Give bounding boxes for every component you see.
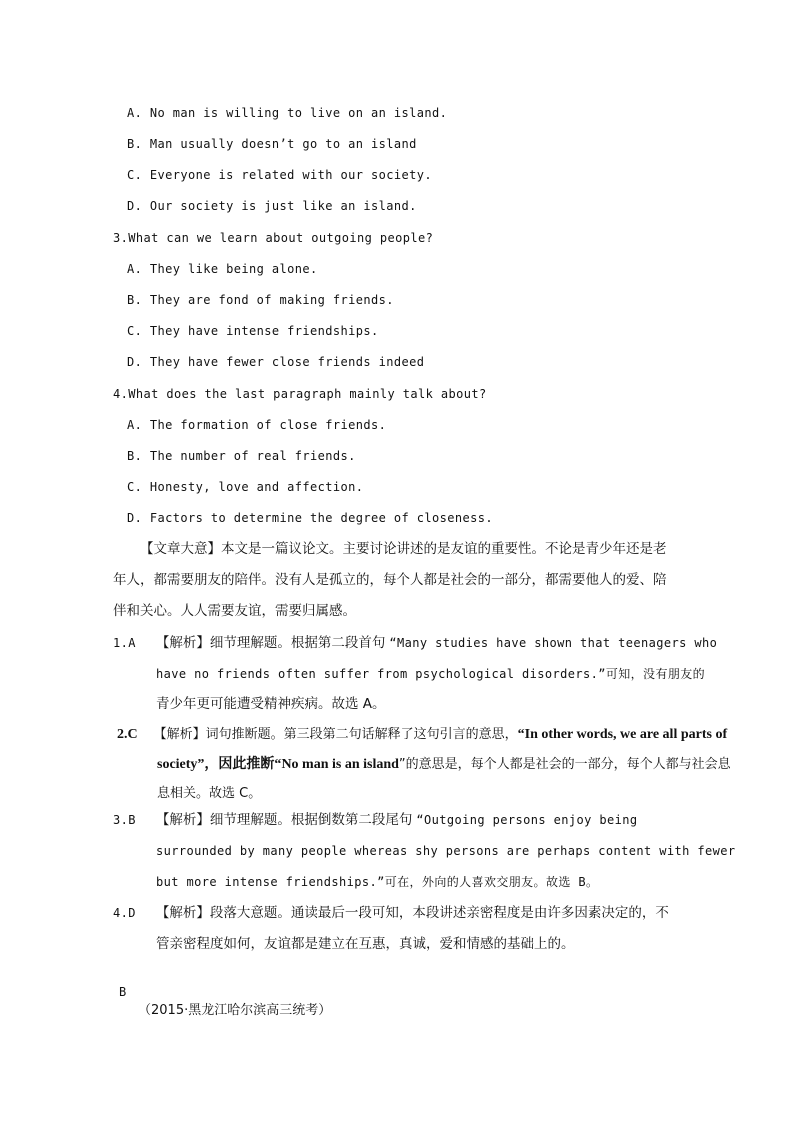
answer-4-line-2: 管亲密程度如何，友谊都是建立在互惠，真诚，爱和情感的基础上的。 [156, 936, 575, 952]
answer-2-line-2 [157, 755, 731, 774]
answer-1-line-2 [156, 665, 705, 683]
summary-line-2: 年人，都需要朋友的陪伴。没有人是孤立的，每个人都是社会的一部分，都需要他人的爱、陪 [113, 572, 667, 588]
q2-option-d: D. Our society is just like an island. [127, 199, 417, 213]
q4-option-c: C. Honesty, love and affection. [127, 480, 364, 494]
answer-2-island-quote: No man is an island [281, 757, 399, 772]
q4-option-d: D. Factors to determine the degree of closeness. [127, 511, 493, 525]
answer-3-label: 3.B [113, 813, 136, 827]
q3-stem: 3.What can we learn about outgoing people? [113, 231, 434, 245]
answer-2-quote: “In other words, we are all parts of [517, 727, 728, 742]
q2-option-a: A. No man is willing to live on an island. [127, 106, 448, 120]
section-source: （2015·黑龙江哈尔滨高三统考） [138, 1003, 332, 1018]
q2-option-b: B. Man usually doesn’t go to an island [127, 137, 417, 151]
q4-stem: 4.What does the last paragraph mainly talk about? [113, 387, 487, 401]
answer-3-line-2: surrounded by many people whereas shy persons are perhaps content with fewer [156, 844, 736, 858]
answer-1-quote: “Many studies have shown that teenagers who [389, 636, 718, 650]
summary-line-1: 【文章大意】本文是一篇议论文。主要讨论讲述的是友谊的重要性。不论是青少年还是老 [140, 541, 667, 557]
answer-2-society: society”，因此推断“ [157, 757, 282, 772]
answer-2-tag: 【解析】词句推断题。第三段第二句话解释了这句引言的意思， [153, 727, 518, 742]
answer-4-line-1 [113, 904, 669, 922]
q3-option-d: D. They have fewer close friends indeed [127, 355, 425, 369]
answer-2-label: 2.C [117, 727, 138, 742]
q2-option-c: C. Everyone is related with our society. [127, 168, 432, 182]
q4-option-a: A. The formation of close friends. [127, 418, 387, 432]
answer-2-line-2-rest: ”的意思是，每个人都是社会的一部分，每个人都与社会息 [398, 757, 731, 772]
answer-1-line-2-text: have no friends often suffer from psychological disorders.”可知，没有朋友的 [156, 667, 706, 681]
answer-2-line-1 [117, 725, 727, 744]
answer-3-tag: 【解析】细节理解题。根据倒数第二段尾句 [155, 812, 413, 828]
q4-option-b: B. The number of real friends. [127, 449, 356, 463]
answer-2-line-3: 息相关。故选 C。 [157, 786, 262, 801]
section-letter: B [119, 985, 127, 999]
answer-3-quote: “Outgoing persons enjoy being [416, 813, 638, 827]
answer-1-label: 1.A [113, 636, 136, 650]
answer-1-tag: 【解析】细节理解题。根据第二段首句 [155, 635, 386, 651]
q3-option-a: A. They like being alone. [127, 262, 318, 276]
answer-1-line-1 [113, 634, 717, 652]
answer-3-line-3: but more intense friendships.”可在，外向的人喜欢交朋友。故选 B。 [156, 875, 599, 889]
q3-option-b: B. They are fond of making friends. [127, 293, 394, 307]
answer-1-line-3: 青少年更可能遭受精神疾病。故选 A。 [156, 696, 386, 712]
answer-4-label: 4.D [113, 906, 136, 920]
q3-option-c: C. They have intense friendships. [127, 324, 379, 338]
answer-4-line-1-text: 【解析】段落大意题。通读最后一段可知，本段讲述亲密程度是由许多因素决定的，不 [155, 905, 669, 921]
summary-line-3: 伴和关心。人人需要友谊，需要归属感。 [113, 603, 356, 619]
answer-3-line-1 [113, 811, 638, 829]
